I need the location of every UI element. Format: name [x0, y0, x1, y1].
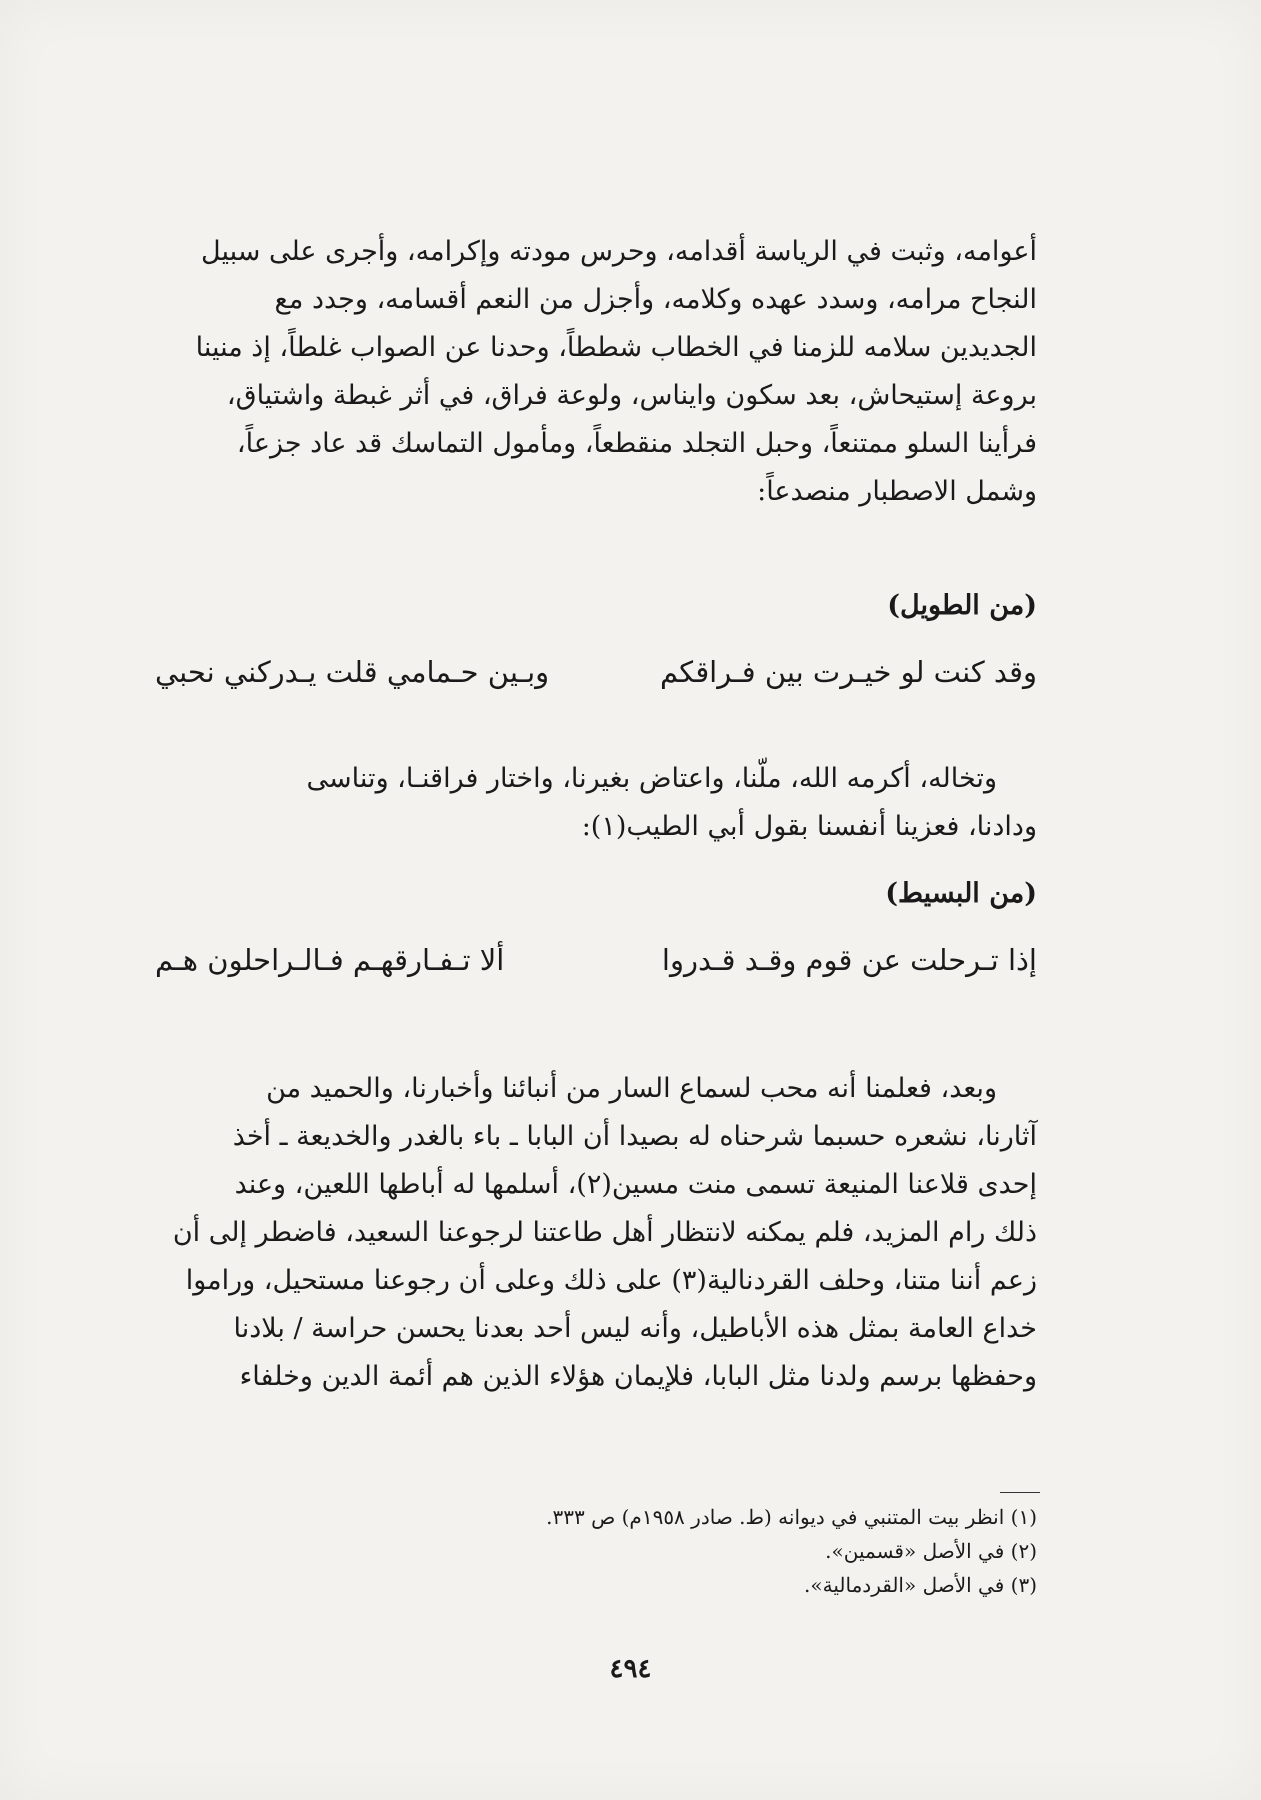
- verse-2-second-hemistich: ألا تـفـارقهـم فـالـراحلون هـم: [155, 943, 505, 977]
- verse-1-first-hemistich: وقد كنت لو خيـرت بين فـراقكم: [660, 655, 1037, 689]
- verse-2-first-hemistich: إذا تـرحلت عن قوم وقـد قـدروا: [661, 943, 1037, 977]
- verse-1: [155, 655, 1037, 703]
- paragraph-2: [155, 755, 1037, 851]
- footnote-2: (٢) في الأصل «قسمين».: [825, 1539, 1037, 1563]
- footnote-1: (١) انظر بيت المتنبي في ديوانه (ط. صادر ١٩٥٨م) ص ٣٣٣.: [546, 1505, 1037, 1529]
- paragraph-line: خداع العامة بمثل هذه الأباطيل، وأنه ليس أحد بعدنا يحسن حراسة / بلادنا: [233, 1313, 1037, 1344]
- footnote-3: (٣) في الأصل «القردمالية».: [804, 1573, 1037, 1597]
- paragraph-line: زعم أننا متنا، وحلف القردنالية(٣) على ذلك وعلى أن رجوعنا مستحيل، وراموا: [185, 1265, 1037, 1296]
- verse-1-second-hemistich: وبـين حـمامي قلت يـدركني نحبي: [155, 655, 550, 689]
- paragraph-line: أعوامه، وثبت في الرياسة أقدامه، وحرس مودته وإكرامه، وأجرى على سبيل: [201, 236, 1037, 267]
- paragraph-line: بروعة إستيحاش، بعد سكون وايناس، ولوعة فراق، في أثر غبطة واشتياق،: [226, 380, 1037, 411]
- paragraph-1: [155, 228, 1037, 516]
- paragraph-line: فرأينا السلو ممتنعاً، وحبل التجلد منقطعاً، ومأمول التماسك قد عاد جزعاً،: [236, 428, 1037, 459]
- paragraph-line: الجديدين سلامه للزمنا في الخطاب شططاً، وحدنا عن الصواب غلطاً، إذ منينا: [195, 332, 1037, 363]
- paragraph-line: إحدى قلاعنا المنيعة تسمى منت مسين(٢)، أسلمها له أباطها اللعين، وعند: [234, 1169, 1037, 1200]
- paragraph-3: [155, 1065, 1037, 1401]
- meter-label-2: (من البسيط): [885, 878, 1037, 909]
- footnote-divider: [1000, 1492, 1040, 1493]
- paragraph-line: وبعد، فعلمنا أنه محب لسماع السار من أنبائنا وأخبارنا، والحميد من: [266, 1073, 997, 1104]
- paragraph-line: وحفظها برسم ولدنا مثل البابا، فلإيمان هؤلاء الذين هم أئمة الدين وخلفاء: [239, 1361, 1037, 1392]
- paragraph-line: وشمل الاصطبار منصدعاً:: [757, 476, 1037, 507]
- paragraph-line: آثارنا، نشعره حسبما شرحناه له بصيدا أن البابا ـ باء بالغدر والخديعة ـ أخذ: [232, 1121, 1037, 1152]
- paragraph-line: ذلك رام المزيد، فلم يمكنه لانتظار أهل طاعتنا لرجوعنا السعيد، فاضطر إلى أن: [172, 1217, 1037, 1248]
- paragraph-line: النجاح مرامه، وسدد عهده وكلامه، وأجزل من النعم أقسامه، وجدد مع: [274, 284, 1037, 315]
- paragraph-line: وتخاله، أكرمه الله، ملّنا، واعتاض بغيرنا، واختار فراقنـا، وتناسى: [306, 763, 997, 794]
- meter-label-1: (من الطويل): [887, 590, 1037, 621]
- footnotes: [155, 1500, 1037, 1602]
- verse-2: [155, 943, 1037, 991]
- paragraph-line: ودادنا، فعزينا أنفسنا بقول أبي الطيب(١):: [581, 811, 1037, 842]
- page-number: ٤٩٤: [609, 1654, 652, 1684]
